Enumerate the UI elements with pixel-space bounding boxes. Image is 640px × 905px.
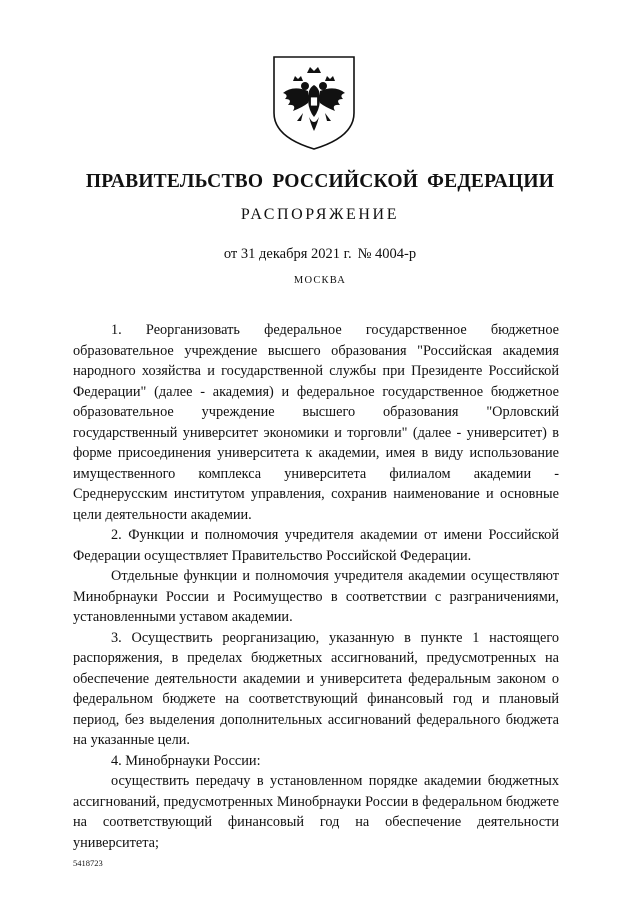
paragraph-4: 3. Осуществить реорганизацию, указанную в пункте 1 настоящего распоряжения, в пределах бюджетных ассигнований, предусмотренных на обеспечение деятельности академии и университета федеральным законом о федеральном бюджете на соответствующий финансовый год и плановый период, без выделения дополнительных ассигнований федерального бюджета на указанные цели. <box>73 629 559 748</box>
paragraph-2: 2. Функции и полномочия учредителя академии от имени Российской Федерации осуществляет Правительство Российской Федерации. <box>73 527 559 564</box>
russian-coat-of-arms-icon <box>271 55 357 151</box>
document-body <box>73 320 559 853</box>
document-city: МОСКВА <box>293 275 347 286</box>
document-date: от 31 декабря 2021 г. <box>223 246 352 262</box>
footer-code: 5418723 <box>73 858 103 868</box>
paragraph-6: осуществить передачу в установленном порядке академии бюджетных ассигнований, предусмотренных Минобрнауки России в федеральном бюджете на соответствующий финансовый год на обеспечение деятельности университета; <box>73 773 559 851</box>
document-date-number <box>0 245 640 263</box>
paragraph-5: 4. Минобрнауки России: <box>111 752 261 769</box>
document-type: РАСПОРЯЖЕНИЕ <box>240 206 400 223</box>
document-number: № 4004-р <box>357 246 417 262</box>
paragraph-1: 1. Реорганизовать федеральное государственное бюджетное образовательное учреждение высшего образования "Российская академия народного хозяйства и государственной службы при Президенте Российской Федерации" (далее - академия) и федеральное государственное бюджетное образовательное учреждение высшего образования "Орловский государственный университет экономики и торговли" (далее - университет) в форме присоединения университета к академии, имея в виду использование имущественного комплекса университета филиалом академии - Среднерусским институтом управления, сохранив наименование и основные цели деятельности академии. <box>73 322 559 523</box>
paragraph-3: Отдельные функции и полномочия учредителя академии осуществляют Минобрнауки России и Росимущество в соответствии с разграничениями, установленными уставом академии. <box>73 568 559 625</box>
government-title: ПРАВИТЕЛЬСТВО РОССИЙСКОЙ ФЕДЕРАЦИИ <box>85 171 555 192</box>
